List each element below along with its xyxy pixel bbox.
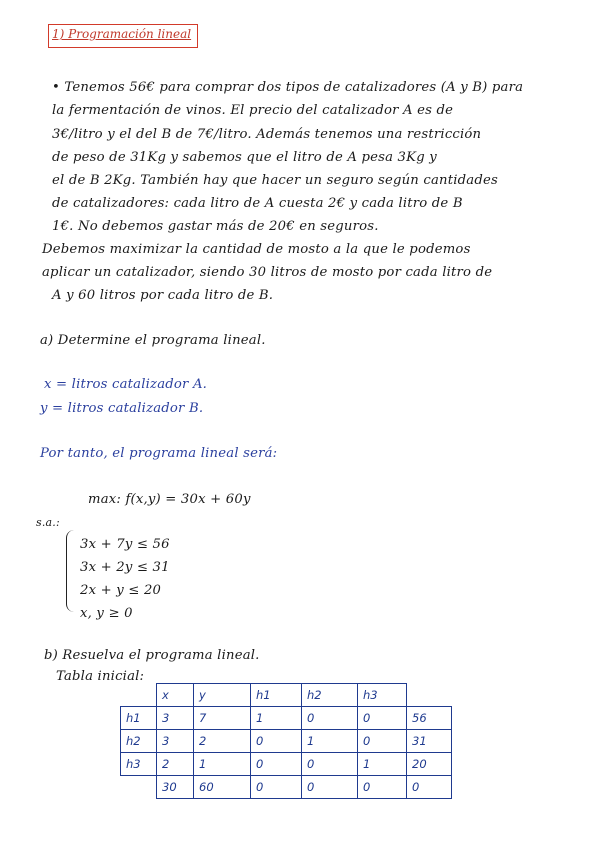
tableau-cell: 2 [157, 753, 194, 776]
tableau-cell: 30 [157, 776, 194, 799]
tableau-cell: 0 [251, 776, 302, 799]
tableau-cell: 0 [302, 776, 358, 799]
part-a-heading: a) Determine el programa lineal. [40, 333, 266, 348]
constraints-brace [66, 530, 77, 612]
tableau-row [121, 730, 452, 753]
tableau-cell: 0 [358, 730, 407, 753]
objective-function: max: f(x,y) = 30x + 60y [88, 492, 251, 507]
statement-line: 3€/litro y el del B de 7€/litro. Además tenemos una restricción [52, 127, 482, 142]
page-title: 1) Programación lineal [52, 27, 192, 41]
tableau-cell: 1 [358, 753, 407, 776]
statement-line: Debemos maximizar la cantidad de mosto a la que le podemos [42, 242, 471, 257]
tableau-cell: 2 [194, 730, 251, 753]
tableau-header [407, 684, 452, 707]
statement-line: aplicar un catalizador, siendo 30 litros de mosto por cada litro de [42, 265, 493, 280]
tableau-cell: 0 [251, 730, 302, 753]
statement-line: de peso de 31Kg y sabemos que el litro de A pesa 3Kg y [52, 150, 437, 165]
tableau-header: x [157, 684, 194, 707]
row-label: h1 [121, 707, 157, 730]
statement-line: A y 60 litros por cada litro de B. [52, 288, 274, 303]
constraint-1: 3x + 7y ≤ 56 [80, 537, 170, 552]
statement-line: la fermentación de vinos. El precio del catalizador A es de [52, 103, 454, 118]
tableau-cell: 0 [407, 776, 452, 799]
variable-x: x = litros catalizador A. [44, 377, 208, 392]
tableau-cell: 31 [407, 730, 452, 753]
tableau-header: h3 [358, 684, 407, 707]
tableau-cell: 7 [194, 707, 251, 730]
tableau-objective-row [121, 776, 452, 799]
row-label: h2 [121, 730, 157, 753]
tableau-header-row [121, 684, 452, 707]
row-label: h3 [121, 753, 157, 776]
constraint-2: 3x + 2y ≤ 31 [80, 560, 170, 575]
tableau-row [121, 707, 452, 730]
tableau-cell: 56 [407, 707, 452, 730]
table-label: Tabla inicial: [56, 669, 145, 684]
tableau-cell: 0 [302, 707, 358, 730]
statement-line: de catalizadores: cada litro de A cuesta 2€ y cada litro de B [52, 196, 463, 211]
part-b-heading: b) Resuelva el programa lineal. [44, 648, 260, 663]
tableau-cell: 1 [302, 730, 358, 753]
tableau-cell: 0 [302, 753, 358, 776]
tableau-header: y [194, 684, 251, 707]
subject-to-label: s.a.: [36, 516, 60, 529]
row-label [121, 776, 157, 799]
tableau-cell: 1 [251, 707, 302, 730]
tableau-cell: 3 [157, 730, 194, 753]
tableau-cell: 0 [251, 753, 302, 776]
tableau-cell: 3 [157, 707, 194, 730]
statement-line: • Tenemos 56€ para comprar dos tipos de catalizadores (A y B) para [52, 80, 524, 95]
statement-line: 1€. No debemos gastar más de 20€ en seguros. [52, 219, 379, 234]
constraint-3: 2x + y ≤ 20 [80, 583, 162, 598]
variable-y: y = litros catalizador B. [40, 401, 204, 416]
program-intro: Por tanto, el programa lineal será: [40, 446, 278, 461]
statement-line: el de B 2Kg. También hay que hacer un seguro según cantidades [52, 173, 498, 188]
constraint-nonneg: x, y ≥ 0 [80, 606, 133, 621]
tableau-cell: 60 [194, 776, 251, 799]
tableau-row [121, 753, 452, 776]
tableau-cell: 20 [407, 753, 452, 776]
tableau-header: h1 [251, 684, 302, 707]
tableau-cell: 0 [358, 707, 407, 730]
tableau-header: h2 [302, 684, 358, 707]
tableau-cell: 1 [194, 753, 251, 776]
tableau-cell: 0 [358, 776, 407, 799]
simplex-tableau [120, 683, 452, 799]
